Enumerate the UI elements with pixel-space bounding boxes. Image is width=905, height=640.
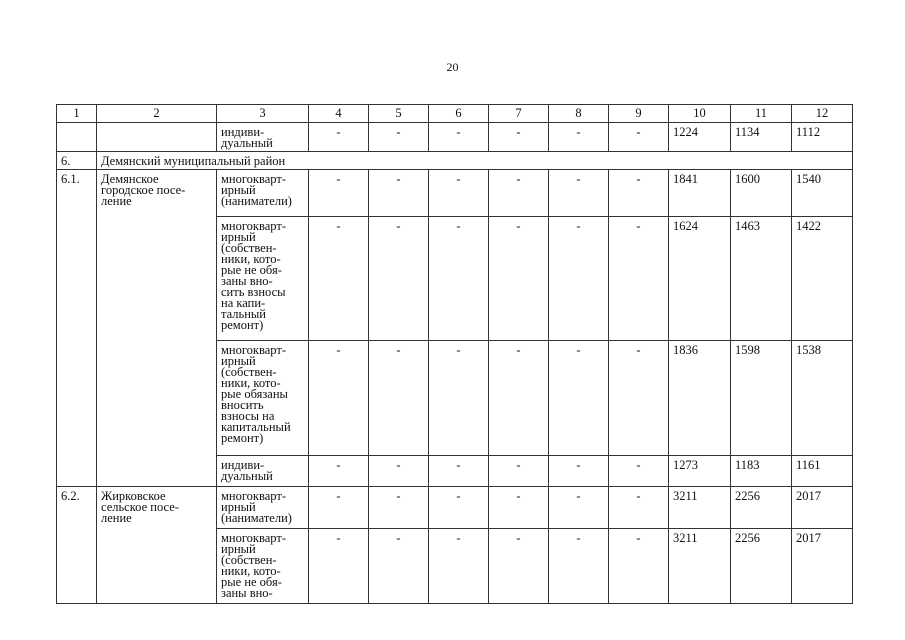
row-col-10: 1836: [669, 341, 731, 456]
header-col-1: 1: [57, 105, 97, 123]
row-col-9: -: [609, 487, 669, 529]
tariff-table: [56, 104, 853, 604]
row-col-10: 3211: [669, 529, 731, 604]
row-col-4: -: [309, 341, 369, 456]
row-col-7: -: [489, 456, 549, 487]
row-code: 6.2.: [57, 487, 97, 604]
row-col-10: 1224: [669, 123, 731, 152]
row-col-10: 1841: [669, 170, 731, 217]
row-col-6: -: [429, 341, 489, 456]
table-row: [57, 123, 853, 152]
row-col-11: 2256: [731, 487, 792, 529]
row-col-11: 1134: [731, 123, 792, 152]
row-col-8: -: [549, 170, 609, 217]
row-col-7: -: [489, 529, 549, 604]
row-col-4: -: [309, 529, 369, 604]
row-col-11: 1600: [731, 170, 792, 217]
section-title: Демянский муниципальный район: [97, 152, 853, 170]
row-col-7: -: [489, 123, 549, 152]
row-col-5: -: [369, 170, 429, 217]
row-col-8: -: [549, 529, 609, 604]
section-row: [57, 152, 853, 170]
row-col-9: -: [609, 170, 669, 217]
row-col-7: -: [489, 487, 549, 529]
row-col-12: 1112: [792, 123, 853, 152]
row-col-8: -: [549, 456, 609, 487]
row-col-5: -: [369, 341, 429, 456]
header-col-11: 11: [731, 105, 792, 123]
section-code: 6.: [57, 152, 97, 170]
row-housing-type: индиви- дуальный: [217, 123, 309, 152]
row-code: [57, 123, 97, 152]
row-col-4: -: [309, 217, 369, 341]
row-col-12: 2017: [792, 487, 853, 529]
row-housing-type: многокварт- ирный (наниматели): [217, 487, 309, 529]
row-col-10: 1624: [669, 217, 731, 341]
header-col-2: 2: [97, 105, 217, 123]
row-col-7: -: [489, 217, 549, 341]
row-col-12: 2017: [792, 529, 853, 604]
header-col-7: 7: [489, 105, 549, 123]
row-col-7: -: [489, 170, 549, 217]
header-row: [57, 105, 853, 123]
row-col-11: 1463: [731, 217, 792, 341]
row-col-12: 1161: [792, 456, 853, 487]
header-col-4: 4: [309, 105, 369, 123]
row-col-11: 2256: [731, 529, 792, 604]
row-col-11: 1183: [731, 456, 792, 487]
row-col-4: -: [309, 123, 369, 152]
row-col-4: -: [309, 456, 369, 487]
row-col-5: -: [369, 456, 429, 487]
row-col-9: -: [609, 456, 669, 487]
page-number: 20: [446, 60, 459, 74]
row-col-9: -: [609, 123, 669, 152]
row-col-7: -: [489, 341, 549, 456]
row-settlement-name: Демянское городское посе- ление: [97, 170, 217, 487]
table-row: [57, 170, 853, 217]
row-settlement-name: Жирковское сельское посе- ление: [97, 487, 217, 604]
row-housing-type: индиви- дуальный: [217, 456, 309, 487]
header-col-9: 9: [609, 105, 669, 123]
row-col-10: 3211: [669, 487, 731, 529]
header-col-10: 10: [669, 105, 731, 123]
row-housing-type: многокварт- ирный (собствен- ники, кото- рые не обя- заны вно- сить взносы на капи- тальный ремонт): [217, 217, 309, 341]
row-code: 6.1.: [57, 170, 97, 487]
header-col-5: 5: [369, 105, 429, 123]
row-col-10: 1273: [669, 456, 731, 487]
row-housing-type: многокварт- ирный (наниматели): [217, 170, 309, 217]
row-col-6: -: [429, 487, 489, 529]
row-col-8: -: [549, 487, 609, 529]
row-col-8: -: [549, 341, 609, 456]
row-col-11: 1598: [731, 341, 792, 456]
row-col-9: -: [609, 217, 669, 341]
row-col-9: -: [609, 529, 669, 604]
row-col-5: -: [369, 217, 429, 341]
row-col-6: -: [429, 217, 489, 341]
row-col-5: -: [369, 529, 429, 604]
row-col-8: -: [549, 123, 609, 152]
table-row: [57, 487, 853, 529]
row-col-9: -: [609, 341, 669, 456]
row-col-12: 1538: [792, 341, 853, 456]
row-settlement-name: [97, 123, 217, 152]
row-col-5: -: [369, 123, 429, 152]
header-col-3: 3: [217, 105, 309, 123]
row-col-6: -: [429, 170, 489, 217]
header-col-8: 8: [549, 105, 609, 123]
row-housing-type: многокварт- ирный (собствен- ники, кото- рые обязаны вносить взносы на капитальный ремонт): [217, 341, 309, 456]
row-col-8: -: [549, 217, 609, 341]
row-col-5: -: [369, 487, 429, 529]
row-col-4: -: [309, 487, 369, 529]
row-col-6: -: [429, 456, 489, 487]
row-col-12: 1540: [792, 170, 853, 217]
row-col-12: 1422: [792, 217, 853, 341]
row-col-6: -: [429, 529, 489, 604]
header-col-12: 12: [792, 105, 853, 123]
row-col-4: -: [309, 170, 369, 217]
row-col-6: -: [429, 123, 489, 152]
row-housing-type: многокварт- ирный (собствен- ники, кото- рые не обя- заны вно-: [217, 529, 309, 604]
header-col-6: 6: [429, 105, 489, 123]
